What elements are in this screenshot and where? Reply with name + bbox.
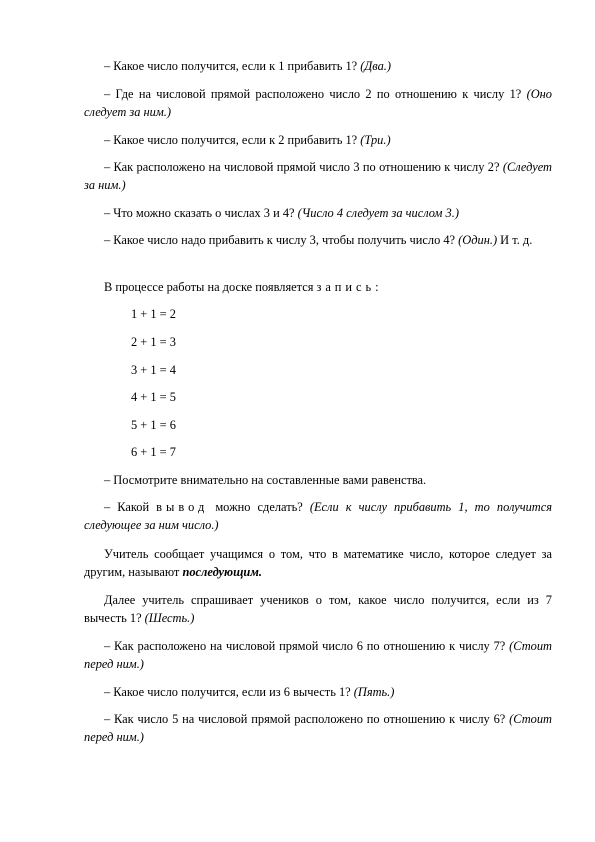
paragraph-6 bbox=[84, 231, 552, 249]
term-bold: последующим bbox=[182, 565, 259, 579]
tail-text: . bbox=[258, 565, 262, 579]
paragraph-11 bbox=[84, 591, 552, 627]
paragraph-9 bbox=[84, 498, 552, 534]
paragraph-12 bbox=[84, 637, 552, 673]
spaced-word: вывод bbox=[156, 500, 209, 514]
spaced-word: запись bbox=[316, 280, 376, 294]
answer-text: (Один.) bbox=[458, 233, 498, 247]
answer-text: (Пять.) bbox=[353, 685, 395, 699]
paragraph-1 bbox=[84, 57, 552, 75]
equation-6: 6 + 1 = 7 bbox=[131, 445, 176, 459]
paragraph-3 bbox=[84, 131, 552, 149]
question-text: – Как расположено на числовой прямой число 6 по отношению к числу 7? bbox=[104, 639, 510, 653]
question-text: – Какое число надо прибавить к числу 3, чтобы получить число 4? bbox=[104, 233, 459, 247]
paragraph-10 bbox=[84, 545, 552, 581]
equation-1: 1 + 1 = 2 bbox=[131, 307, 176, 321]
answer-text: (Оно следует за ним.) bbox=[84, 87, 552, 119]
question-text: – Где на числовой прямой расположено число 2 по отношению к числу 1? bbox=[104, 87, 527, 101]
intro-text: В процессе работы на доске появляется bbox=[104, 280, 317, 294]
question-text: – Какое число получится, если к 1 прибавить 1? bbox=[104, 59, 361, 73]
answer-text: (Стоит перед ним.) bbox=[84, 639, 552, 671]
question-text: – Какое число получится, если к 2 прибавить 1? bbox=[104, 133, 361, 147]
paragraph-7 bbox=[84, 278, 552, 296]
tail-text: : bbox=[375, 280, 379, 294]
paragraph-8 bbox=[84, 471, 552, 489]
tail-text: И т. д. bbox=[497, 233, 533, 247]
question-text: – Как расположено на числовой прямой число 3 по отношению к числу 2? bbox=[104, 160, 503, 174]
body-text: Учитель сообщает учащимся о том, что в математике число, которое следует за другим, называют bbox=[84, 547, 552, 579]
question-text: – Что можно сказать о числах 3 и 4? bbox=[104, 206, 298, 220]
answer-text: (Шесть.) bbox=[144, 611, 195, 625]
answer-text: (Два.) bbox=[360, 59, 391, 73]
answer-text: (Три.) bbox=[360, 133, 391, 147]
equation-4: 4 + 1 = 5 bbox=[131, 390, 176, 404]
answer-text: (Если к числу прибавить 1, то получится следующее за ним число.) bbox=[84, 500, 553, 532]
question-text: – Как число 5 на числовой прямой расположено по отношению к числу 6? bbox=[104, 712, 510, 726]
paragraph-14 bbox=[84, 710, 552, 746]
question-text: – Какое число получится, если из 6 вычесть 1? bbox=[104, 685, 354, 699]
question-text: – Посмотрите внимательно на составленные вами равенства. bbox=[104, 473, 427, 487]
equation-5: 5 + 1 = 6 bbox=[131, 418, 176, 432]
equation-3: 3 + 1 = 4 bbox=[131, 363, 176, 377]
equation-2: 2 + 1 = 3 bbox=[131, 335, 176, 349]
answer-text: (Стоит перед ним.) bbox=[84, 712, 552, 744]
paragraph-2 bbox=[84, 85, 552, 121]
question-text: – Какой bbox=[104, 500, 157, 514]
paragraph-5 bbox=[84, 204, 552, 222]
question-text: можно сделать? bbox=[208, 500, 310, 514]
paragraph-13 bbox=[84, 683, 552, 701]
body-text: Далее учитель спрашивает учеников о том, какое число получится, если из 7 вычесть 1? bbox=[84, 593, 552, 625]
paragraph-4 bbox=[84, 158, 552, 194]
answer-text: (Число 4 следует за числом 3.) bbox=[297, 206, 459, 220]
answer-text: (Следует за ним.) bbox=[84, 160, 552, 192]
